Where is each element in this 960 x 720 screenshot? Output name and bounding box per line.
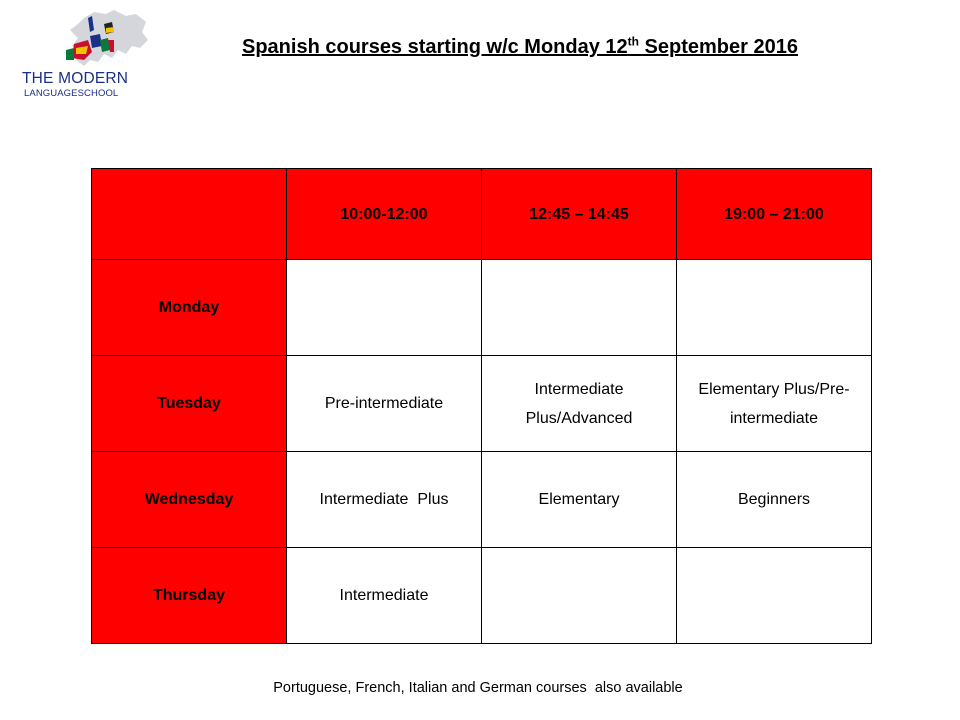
cell-tuesday-slot-1: Pre-intermediate	[287, 356, 482, 452]
day-label-tuesday: Tuesday	[92, 356, 287, 452]
cell-tuesday-slot-3: Elementary Plus/Pre-intermediate	[677, 356, 872, 452]
cell-monday-slot-2	[482, 260, 677, 356]
title-superscript: th	[627, 34, 639, 49]
table-row-thursday	[92, 548, 872, 644]
table-row-wednesday	[92, 452, 872, 548]
footer-note: Portuguese, French, Italian and German courses also available	[273, 680, 683, 696]
title-end: September 2016	[639, 36, 798, 58]
cell-thursday-slot-3	[677, 548, 872, 644]
logo-line-1: THE MODERN	[22, 70, 129, 87]
table-row-monday	[92, 260, 872, 356]
cell-thursday-slot-1: Intermediate	[287, 548, 482, 644]
day-label-thursday: Thursday	[92, 548, 287, 644]
header-time-slot-3: 19:00 – 21:00	[677, 169, 872, 260]
day-label-wednesday: Wednesday	[92, 452, 287, 548]
cell-thursday-slot-2	[482, 548, 677, 644]
cell-wednesday-slot-2: Elementary	[482, 452, 677, 548]
cell-monday-slot-3	[677, 260, 872, 356]
course-schedule-table	[91, 168, 872, 644]
page-title	[0, 36, 960, 59]
cell-tuesday-slot-2: Intermediate Plus/Advanced	[482, 356, 677, 452]
day-label-monday: Monday	[92, 260, 287, 356]
title-main: Spanish courses starting w/c Monday 12	[242, 36, 628, 58]
cell-monday-slot-1	[287, 260, 482, 356]
logo-line-2: LANGUAGESCHOOL	[24, 88, 119, 99]
header-time-slot-1: 10:00-12:00	[287, 169, 482, 260]
cell-wednesday-slot-1: Intermediate Plus	[287, 452, 482, 548]
header-time-slot-2: 12:45 – 14:45	[482, 169, 677, 260]
header-corner-cell	[92, 169, 287, 260]
table-header-row	[92, 169, 872, 260]
cell-wednesday-slot-3: Beginners	[677, 452, 872, 548]
table-row-tuesday	[92, 356, 872, 452]
